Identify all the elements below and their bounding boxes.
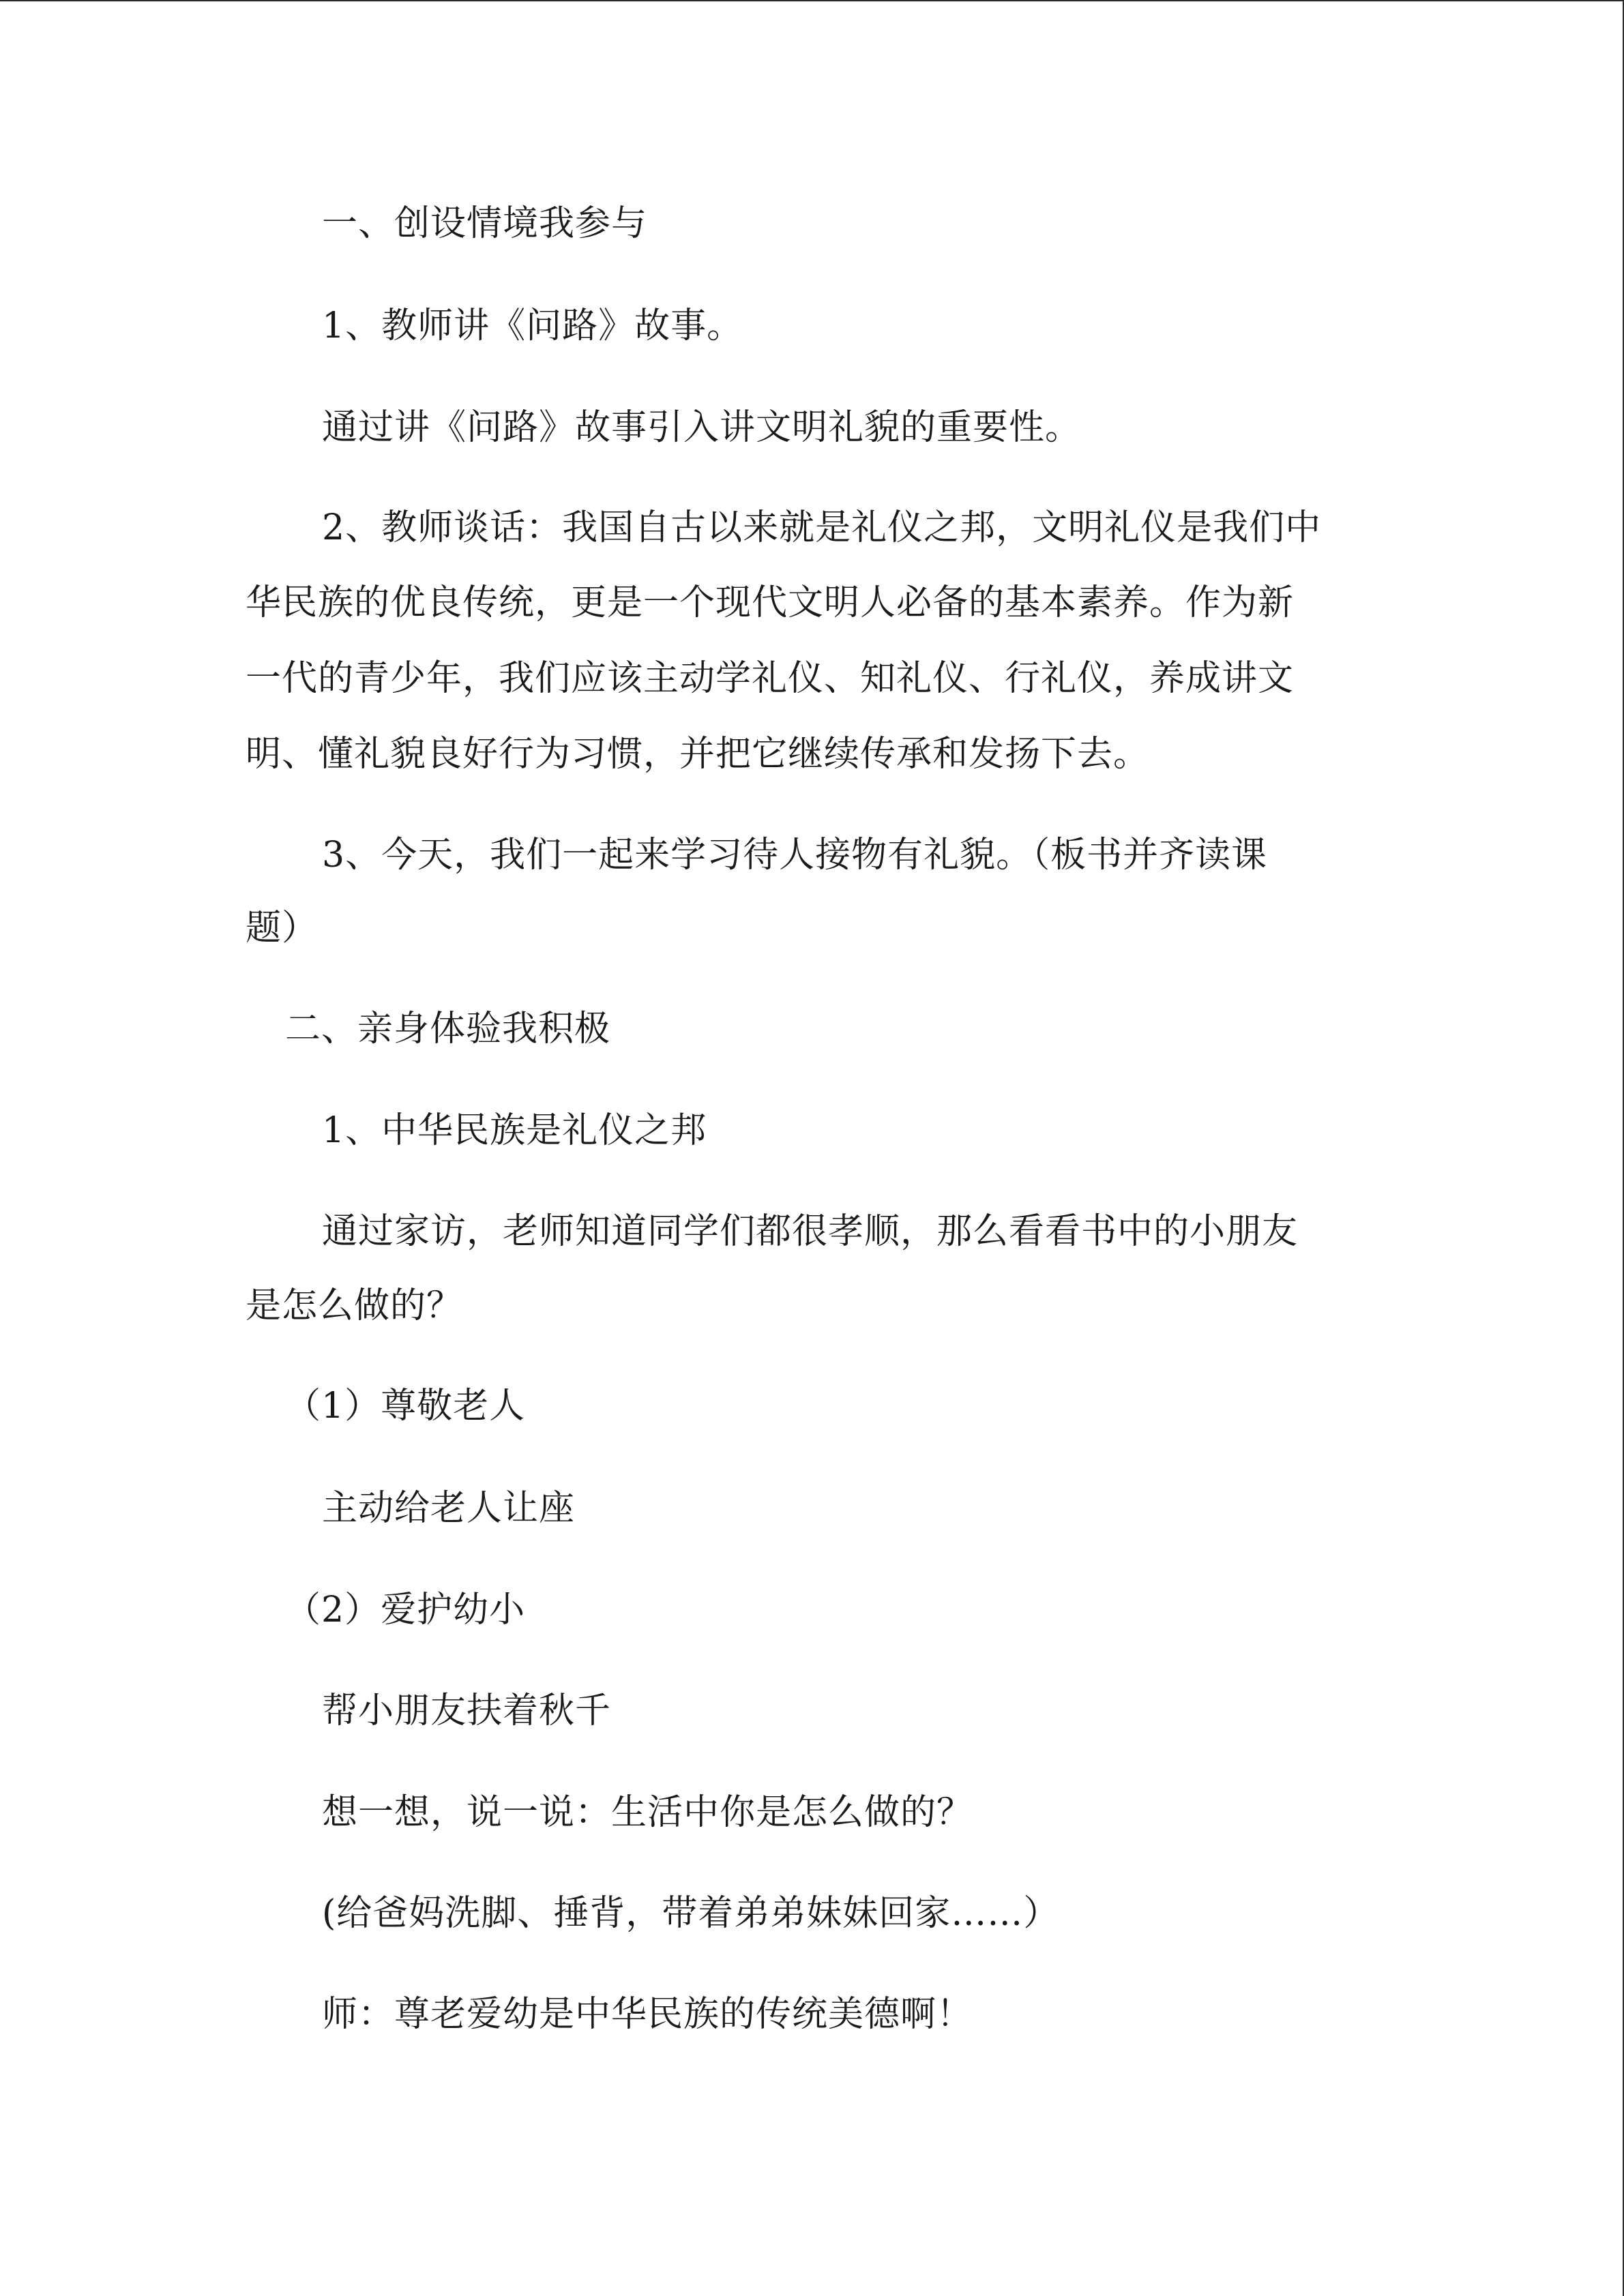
paragraph-1-1: 通过讲《问路》故事引入讲文明礼貌的重要性。 bbox=[322, 407, 1082, 448]
item-1-3-line-1: 3、今天，我们一起来学习待人接物有礼貌。（板书并齐读课 bbox=[322, 835, 1268, 876]
paragraph-2-5: (给爸妈洗脚、捶背，带着弟弟妹妹回家……） bbox=[322, 1893, 1060, 1934]
item-1-1: 1、教师讲《问路》故事。 bbox=[322, 305, 743, 346]
sub-item-1: （1）尊敬老人 bbox=[285, 1386, 526, 1427]
item-1-2-line-4: 明、懂礼貌良好行为习惯，并把它继续传承和发扬下去。 bbox=[246, 734, 1150, 775]
paragraph-2-2: 主动给老人让座 bbox=[322, 1488, 576, 1529]
item-2-1: 1、中华民族是礼仪之邦 bbox=[322, 1110, 707, 1151]
paragraph-2-3: 帮小朋友扶着秋千 bbox=[322, 1690, 612, 1731]
paragraph-2-6: 师：尊老爱幼是中华民族的传统美德啊！ bbox=[322, 1994, 973, 2035]
sub-item-2: （2）爱护幼小 bbox=[285, 1590, 526, 1630]
paragraph-2-4: 想一想，说一说：生活中你是怎么做的？ bbox=[322, 1792, 973, 1833]
item-1-2-line-2: 华民族的优良传统，更是一个现代文明人必备的基本素养。作为新 bbox=[246, 582, 1295, 623]
item-1-3-line-2: 题） bbox=[246, 908, 319, 949]
item-1-2-line-3: 一代的青少年，我们应该主动学礼仪、知礼仪、行礼仪，养成讲文 bbox=[246, 658, 1295, 699]
paragraph-2-1-line-2: 是怎么做的？ bbox=[246, 1285, 463, 1326]
paragraph-2-1-line-1: 通过家访，老师知道同学们都很孝顺，那么看看书中的小朋友 bbox=[322, 1211, 1299, 1252]
item-1-2-line-1: 2、教师谈话：我国自古以来就是礼仪之邦，文明礼仪是我们中 bbox=[322, 507, 1322, 548]
heading-section-2: 二、亲身体验我积极 bbox=[285, 1009, 611, 1049]
heading-section-1: 一、创设情境我参与 bbox=[322, 203, 648, 244]
